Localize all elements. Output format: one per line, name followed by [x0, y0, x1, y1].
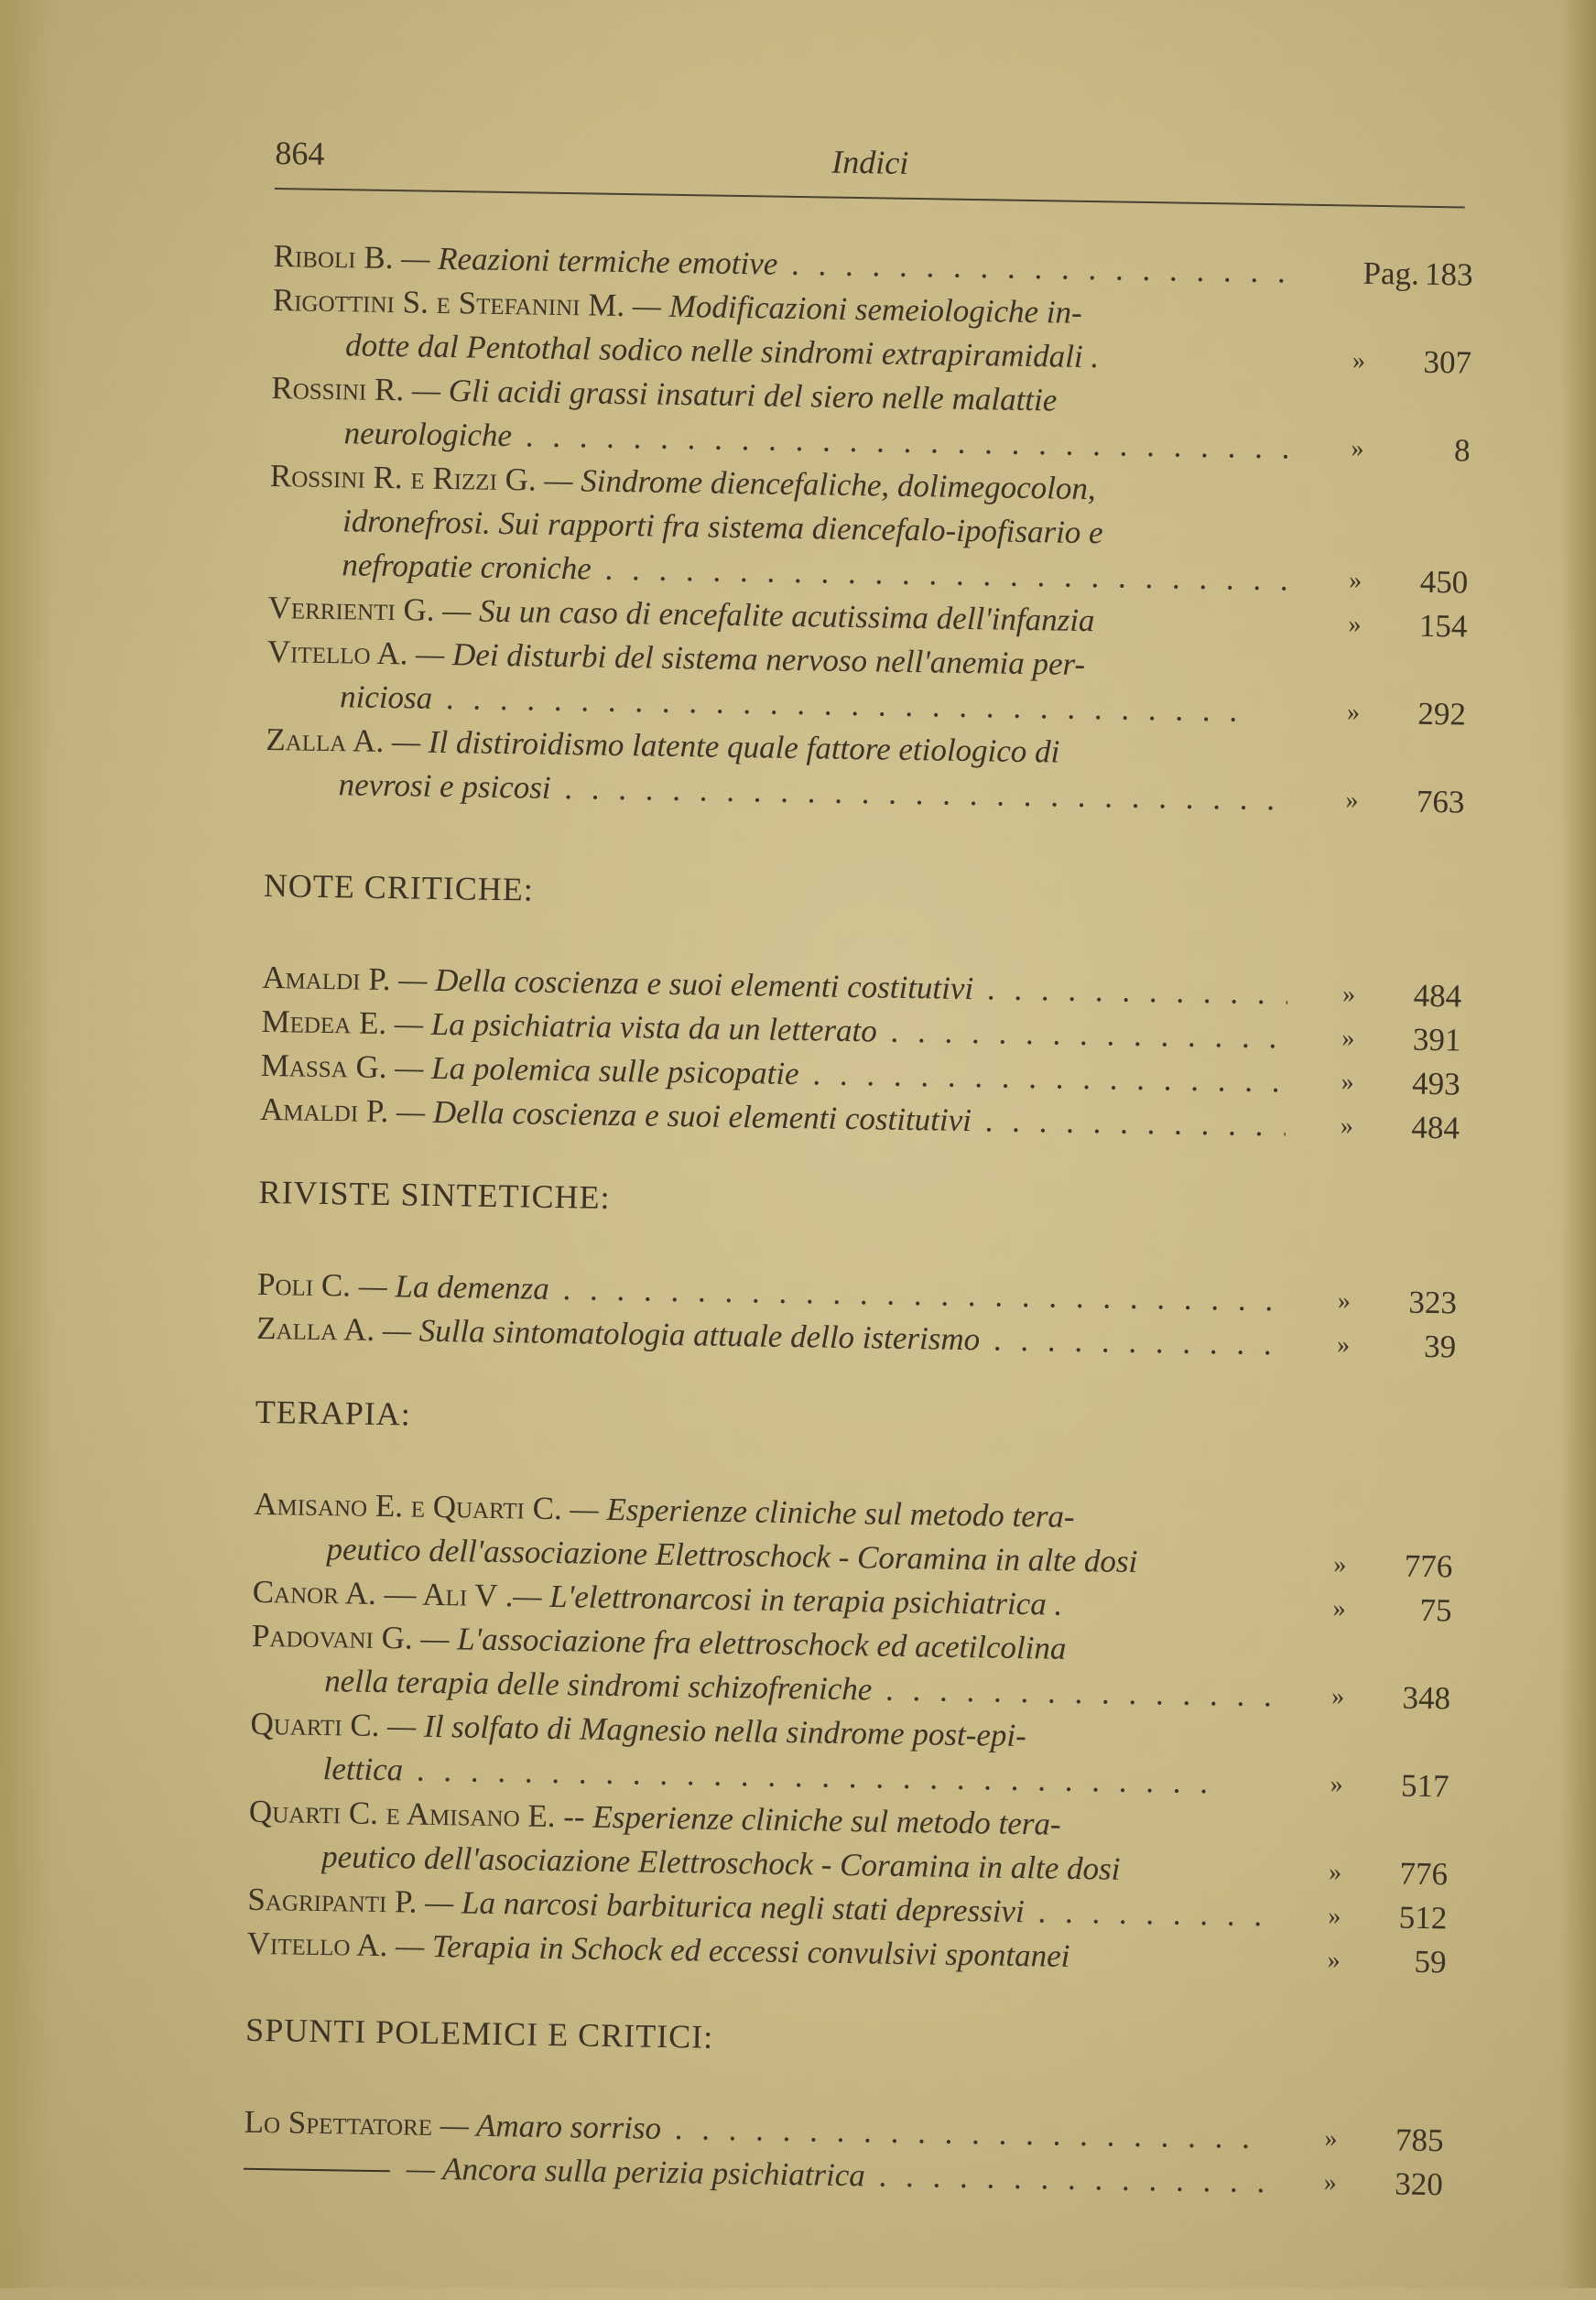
entry-title: idronefrosi. Sui rapporti fra sistema diencefalo-ipofisario e: [342, 503, 1103, 551]
entry-title: — La polemica sulle psicopatie: [386, 1049, 799, 1092]
entry-author: Zalla A.: [266, 721, 385, 759]
entry-title: — Esperienze cliniche sul metodo tera-: [561, 1491, 1075, 1535]
page-reference-marker: »: [1336, 1330, 1351, 1360]
entry-title: peutico dell'asociazione Elettroschock - Coramina in alte dosi: [320, 1839, 1121, 1887]
entry-author: Medea E.: [261, 1003, 387, 1042]
entry-title: dotte dal Pentothal sodico nelle sindromi extrapiramidali .: [344, 327, 1100, 375]
ditto-rule: [244, 2168, 390, 2173]
entry-title: neurologiche: [343, 415, 513, 454]
entry-title: — Terapia in Schock ed eccessi convulsivi spontanei: [386, 1927, 1070, 1974]
entry-title: — Sulla sintomatologia attuale dello isterismo: [374, 1311, 981, 1358]
page-reference-marker: »: [1341, 1024, 1355, 1053]
page-reference-marker: »: [1330, 1682, 1345, 1711]
entry-title: — Amaro sorriso: [431, 2106, 662, 2146]
entry-title: — L'associazione fra elettroschock ed acetilcolina: [412, 1620, 1067, 1666]
entry-author: Padovani G.: [251, 1617, 413, 1656]
entry-title: — Dei disturbi del sistema nervoso nell'anemia per-: [407, 635, 1086, 682]
entry-author: Sagripanti P.: [247, 1881, 418, 1920]
entry-page-number: 776: [1404, 1547, 1453, 1585]
entry-title: — Il solfato di Magnesio nella sindrome post-epi-: [379, 1708, 1027, 1754]
entry-author: Lo Spettatore: [244, 2103, 433, 2143]
entry-title: — La psichiatria vista da un letterato: [385, 1005, 878, 1049]
entry-page-number: 348: [1402, 1679, 1451, 1717]
entry-author: Vitello A.: [246, 1925, 388, 1964]
index-section: [260, 866, 1463, 1151]
page-reference-marker: Pag.: [1363, 255, 1420, 292]
section-heading: SPUNTI POLEMICI E CRITICI:: [244, 2011, 714, 2056]
entry-page-number: 776: [1399, 1855, 1449, 1893]
entry-author: Verrienti G.: [267, 589, 435, 628]
entry-title: — Il distiroidismo latente quale fattore etiologico di: [383, 722, 1060, 770]
entry-page-number: 307: [1423, 343, 1472, 381]
entry-title: peutico dell'associazione Elettroschock - Coramina in alte dosi: [326, 1531, 1138, 1580]
page-reference-marker: »: [1327, 1946, 1341, 1975]
entry-title: -- Esperienze cliniche sul metodo tera-: [555, 1798, 1061, 1842]
index-section: [246, 1393, 1455, 1984]
section-heading: RIVISTE SINTETICHE:: [258, 1173, 611, 1216]
page-reference-marker: »: [1340, 1112, 1354, 1141]
running-title: Indici: [831, 143, 909, 181]
entry-page-number: 320: [1394, 2165, 1444, 2203]
index-section: [265, 234, 1473, 824]
entry-page-number: 292: [1417, 695, 1467, 732]
entry-title: — Su un caso di encefalite acutissima dell'infanzia: [434, 591, 1095, 639]
page-reference-marker: »: [1332, 1594, 1346, 1623]
page-number: 864: [275, 135, 325, 172]
page-reference-marker: »: [1345, 786, 1359, 815]
section-heading: NOTE CRITICHE:: [263, 866, 535, 908]
entry-author: Amaldi P.: [259, 1090, 389, 1130]
entry-page-number: 493: [1411, 1065, 1460, 1102]
entry-title: — Della coscienza e suoi elementi costitutivi: [390, 961, 974, 1007]
entry-author: Amaldi P.: [261, 959, 391, 998]
entry-author: Quarti C. e Amisano E.: [248, 1793, 556, 1835]
entry-title: niciosa: [339, 678, 433, 716]
page-reference-marker: »: [1341, 980, 1356, 1009]
entry-author: Amisano E. e Quarti C.: [253, 1485, 563, 1527]
page-reference-marker: »: [1330, 1770, 1343, 1799]
entry-author: Rigottini S. e Stefanini M.: [272, 282, 625, 324]
entry-author: Quarti C.: [250, 1705, 380, 1744]
page-reference-marker: »: [1337, 1286, 1352, 1316]
entry-title: nevrosi e psicosi: [338, 766, 551, 806]
index-section: [244, 2011, 1446, 2208]
entry-page-number: 763: [1416, 783, 1465, 820]
entry-page-number: 154: [1418, 607, 1468, 645]
entry-title: — L'elettronarcosi in terapia psichiatrica .: [513, 1578, 1063, 1622]
entry-page-number: 75: [1419, 1591, 1452, 1629]
entry-page-number: 59: [1414, 1943, 1447, 1980]
index-entry: [265, 718, 1465, 825]
page-reference-marker: »: [1323, 2168, 1338, 2197]
entry-title: — Gli acidi grassi insaturi del siero nelle malattie: [403, 372, 1058, 418]
page-reference-marker: »: [1349, 566, 1363, 595]
page-header: [275, 134, 1466, 198]
entry-title: — Reazioni termiche emotive: [393, 240, 778, 282]
entry-title: — Modificazioni semeiologiche in-: [624, 288, 1083, 331]
entry-author: Rossini R.: [271, 369, 405, 408]
entry-title: nefropatie croniche: [342, 547, 592, 587]
entry-title: — Della coscienza e suoi elementi costitutivi: [388, 1093, 972, 1139]
entry-page-number: 391: [1412, 1021, 1461, 1058]
entry-author: Vitello A.: [266, 633, 408, 672]
index-entry: [268, 454, 1470, 605]
entry-page-number: 8: [1453, 432, 1471, 469]
page-reference-marker: »: [1324, 2124, 1338, 2154]
entry-title: — Ancora sulla perizia psichiatrica: [406, 2150, 866, 2194]
entry-page-number: 183: [1424, 255, 1473, 293]
entry-page-number: 39: [1423, 1328, 1457, 1365]
page-reference-marker: »: [1348, 610, 1362, 639]
section-heading: TERAPIA:: [255, 1393, 412, 1433]
index-section: [256, 1173, 1459, 1370]
entry-page-number: 512: [1398, 1899, 1448, 1937]
entry-page-number: 450: [1419, 563, 1469, 601]
entry-title: — La demenza: [350, 1267, 550, 1307]
entry-author: Rossini R. e Rizzi G.: [269, 457, 537, 498]
entry-page-number: 484: [1413, 977, 1462, 1014]
entry-page-number: 484: [1411, 1109, 1460, 1146]
page-reference-marker: »: [1341, 1068, 1354, 1097]
entry-page-number: 323: [1408, 1284, 1458, 1321]
entry-title: — Sindrome diencefaliche, dolimegocolon,: [536, 461, 1097, 507]
entry-author: Riboli B.: [273, 238, 394, 277]
page-reference-marker: »: [1351, 434, 1364, 463]
entry-title: lettica: [322, 1751, 404, 1788]
entry-page-number: 517: [1400, 1767, 1449, 1805]
page-reference-marker: »: [1346, 698, 1361, 727]
entry-title: — La narcosi barbiturica negli stati depressivi: [417, 1883, 1026, 1930]
page-reference-marker: »: [1333, 1550, 1347, 1579]
entry-author: Poli C.: [256, 1265, 352, 1304]
entry-author: Zalla A.: [255, 1309, 375, 1348]
page-reference-marker: »: [1352, 346, 1366, 375]
page-reference-marker: »: [1328, 1902, 1341, 1931]
page-reference-marker: »: [1328, 1858, 1342, 1887]
entry-page-number: 785: [1395, 2121, 1444, 2159]
entry-author: Massa G.: [260, 1047, 387, 1086]
entry-title: nella terapia delle sindromi schizofreniche: [323, 1663, 873, 1708]
entry-author: Canor A. — Ali V .: [252, 1573, 514, 1614]
